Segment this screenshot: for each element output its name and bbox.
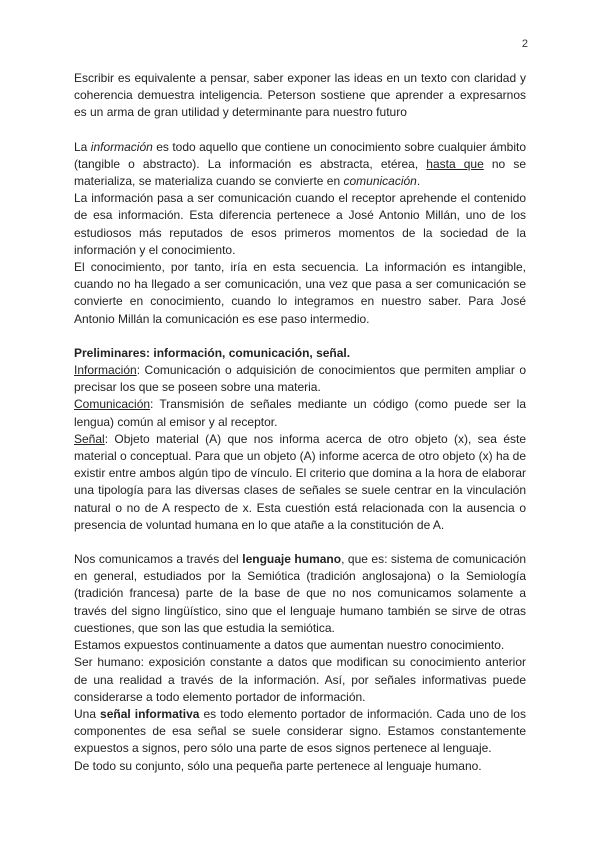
definition-text: : Comunicación o adquisición de conocimientos que permiten ampliar o precisar los que se poseen sobre una materia. bbox=[74, 363, 526, 395]
paragraph-senal-informativa bbox=[74, 706, 526, 758]
paragraph-gap bbox=[74, 534, 526, 551]
paragraph-gap bbox=[74, 122, 526, 139]
definition-term: Información bbox=[74, 363, 137, 378]
definition-comunicacion bbox=[74, 396, 526, 430]
document-body bbox=[74, 70, 526, 775]
definition-text: : Transmisión de señales mediante un código (como puede ser la lengua) común al emisor y al receptor. bbox=[74, 397, 526, 429]
paragraph-lenguaje-humano bbox=[74, 551, 526, 637]
paragraph-millan: La información pasa a ser comunicación cuando el receptor aprehende el contenido de esa información. Esta diferencia pertenece a José Antonio Millán, uno de los estudiosos más reputados de esos primeros momentos de la sociedad de la información y el conocimiento. bbox=[74, 191, 526, 257]
text-run: Una bbox=[74, 706, 101, 721]
definition-informacion bbox=[74, 362, 526, 396]
term-senal-informativa: señal informativa bbox=[100, 706, 200, 721]
term-informacion: información bbox=[90, 139, 153, 154]
text-run: es todo aquello que contiene un conocimiento sobre cualquier ámbito (tangible o abstracto). La información es abstracta, etérea, bbox=[74, 139, 526, 171]
definition-term: Señal bbox=[74, 431, 105, 446]
text-run: , que es: sistema de comunicación en general, estudiados por la Semiótica (tradición anglosajona) o la Semiología (tradición francesa) parte de la base de que no nos comunicamos solamente a través del signo lingüístico, sino que el lenguaje humano también se sirve de otras cuestiones, que son las que estudia la semiótica. bbox=[74, 552, 526, 635]
paragraph-informacion bbox=[74, 139, 526, 191]
paragraph-expuestos: Estamos expuestos continuamente a datos que aumentan nuestro conocimiento. bbox=[74, 638, 505, 653]
text-run: es todo elemento portador de información. Cada uno de los componentes de esa señal se suele considerar signo. Estamos constantemente expuestos a signos, pero sólo una parte de esos signos pertenece al lenguaje. bbox=[74, 706, 526, 756]
definition-text: : Objeto material (A) que nos informa acerca de otro objeto (x), sea éste material o conceptual. Para que un objeto (A) informe acerca de otro objeto (x) ha de existir entre ambos algún tipo de vínculo. El criterio que domina a la hora de elaborar una tipología para las diversas clases de señales se suele centrar en la vinculación natural o no de A respecto de x. Esta cuestión está relacionada con la ausencia o presencia de voluntad humana en lo que atañe a la constitución de A. bbox=[74, 431, 526, 532]
page-number: 2 bbox=[521, 38, 528, 50]
paragraph-ser-humano: Ser humano: exposición constante a datos que modifican su conocimiento anterior de una realidad a través de la información. Así, por señales informativas puede considerarse a todo elemento portador de información. bbox=[74, 655, 526, 704]
heading-text: Preliminares: información, comunicación, señal. bbox=[74, 345, 351, 360]
term-comunicacion: comunicación bbox=[343, 174, 417, 189]
text-run: La bbox=[74, 139, 91, 154]
text-run: no se materializa, se materializa cuando se convierte en bbox=[74, 156, 526, 189]
paragraph-conjunto: De todo su conjunto, sólo una pequeña parte pertenece al lenguaje humano. bbox=[74, 758, 482, 773]
paragraph-intro: Escribir es equivalente a pensar, saber exponer las ideas en un texto con claridad y coherencia demuestra inteligencia. Peterson sostiene que aprender a expresarnos es un arma de gran utilidad y determinante para nuestro futuro bbox=[74, 71, 526, 120]
term-lenguaje-humano: lenguaje humano bbox=[242, 552, 342, 567]
section-heading bbox=[74, 345, 526, 362]
text-run: . bbox=[416, 174, 421, 189]
paragraph-gap bbox=[74, 328, 526, 345]
underlined-phrase: hasta que bbox=[426, 156, 484, 171]
paragraph-conocimiento: El conocimiento, por tanto, iría en esta secuencia. La información es intangible, cuando no ha llegado a ser comunicación, una vez que pasa a ser comunicación se convierte en conocimiento, cuando lo integramos en nuestro saber. Para José Antonio Millán la comunicación es ese paso intermedio. bbox=[74, 260, 526, 326]
definition-term: Comunicación bbox=[74, 397, 151, 412]
text-run: Nos comunicamos a través del bbox=[74, 552, 243, 567]
definition-senal bbox=[74, 431, 526, 534]
